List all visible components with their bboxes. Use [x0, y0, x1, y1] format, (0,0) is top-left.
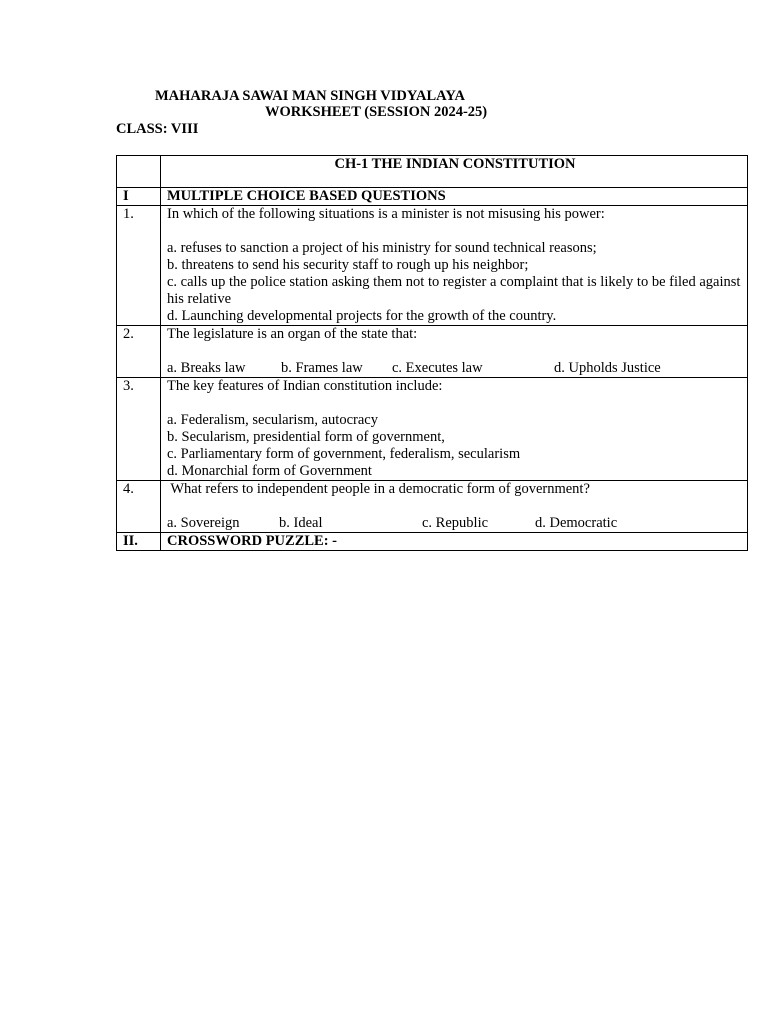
- question-text: In which of the following situations is a minister is not misusing his power:: [167, 206, 605, 222]
- question-row: [117, 206, 748, 326]
- option: c. Executes law: [392, 360, 483, 376]
- chapter-title-row: [117, 156, 748, 188]
- question-text: What refers to independent people in a democratic form of government?: [167, 481, 590, 497]
- question-number: 3.: [117, 378, 161, 481]
- option: c. calls up the police station asking them not to register a complaint that is likely to be filed against his relative: [167, 274, 741, 307]
- option: b. Secularism, presidential form of government,: [167, 429, 445, 445]
- option: d. Launching developmental projects for the growth of the country.: [167, 308, 557, 324]
- question-number: 1.: [117, 206, 161, 326]
- option: a. refuses to sanction a project of his ministry for sound technical reasons;: [167, 240, 597, 256]
- option: a. Breaks law: [167, 360, 246, 376]
- section-heading: MULTIPLE CHOICE BASED QUESTIONS: [161, 188, 748, 206]
- question-text: The key features of Indian constitution include:: [167, 378, 443, 394]
- section-number: II.: [117, 533, 161, 551]
- question-cell: [161, 206, 748, 326]
- section-heading: CROSSWORD PUZZLE: -: [161, 533, 748, 551]
- class-label: CLASS: VIII: [116, 121, 199, 137]
- option: d. Democratic: [535, 515, 618, 531]
- question-cell: [161, 326, 748, 378]
- options-line: [167, 360, 743, 377]
- section-row: [117, 188, 748, 206]
- title-num-cell: [117, 156, 161, 188]
- question-number: 2.: [117, 326, 161, 378]
- question-text: The legislature is an organ of the state that:: [167, 326, 418, 342]
- question-row: [117, 481, 748, 533]
- option: b. Frames law: [281, 360, 363, 376]
- option: a. Federalism, secularism, autocracy: [167, 412, 378, 428]
- question-cell: [161, 481, 748, 533]
- worksheet-title: WORKSHEET (SESSION 2024-25): [265, 104, 488, 120]
- option: d. Upholds Justice: [554, 360, 661, 376]
- chapter-title: CH-1 THE INDIAN CONSTITUTION: [161, 156, 748, 188]
- worksheet-table: [116, 155, 748, 551]
- question-cell: [161, 378, 748, 481]
- option: c. Republic: [422, 515, 489, 531]
- option: b. threatens to send his security staff to rough up his neighbor;: [167, 257, 529, 273]
- option: c. Parliamentary form of government, federalism, secularism: [167, 446, 521, 462]
- school-name: MAHARAJA SAWAI MAN SINGH VIDYALAYA: [155, 88, 465, 104]
- question-row: [117, 326, 748, 378]
- section-row: [117, 533, 748, 551]
- option: d. Monarchial form of Government: [167, 463, 372, 479]
- question-row: [117, 378, 748, 481]
- options-line: [167, 515, 743, 532]
- option: b. Ideal: [279, 515, 323, 531]
- option: a. Sovereign: [167, 515, 240, 531]
- section-number: I: [117, 188, 161, 206]
- question-number: 4.: [117, 481, 161, 533]
